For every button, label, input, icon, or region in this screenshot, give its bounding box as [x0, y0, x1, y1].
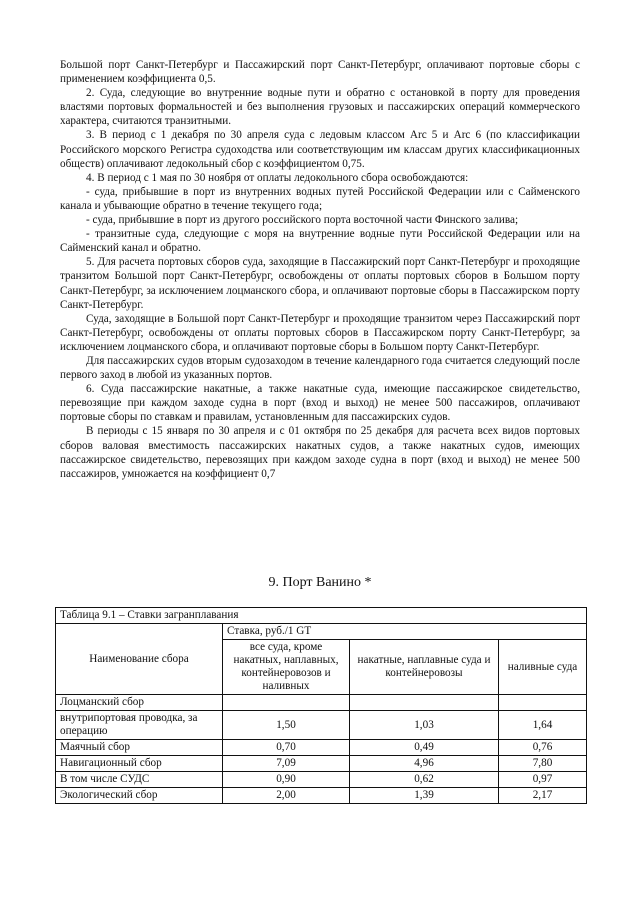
- table-row: [56, 772, 587, 788]
- cell-value: 1,39: [350, 788, 499, 804]
- paragraph-5-c: Для пассажирских судов вторым судозаходом в течение календарного года считается следующий после первого заход в любой из указанных портов.: [60, 354, 580, 382]
- cell-value: [350, 695, 499, 711]
- list-item: - суда, прибывшие в порт из внутренних водных путей Российской Федерации или с Сайменского канала и убывающие обратно в течение текущего года;: [60, 185, 580, 212]
- row-name: Экологический сбор: [56, 788, 223, 804]
- paragraph-5: 5. Для расчета портовых сборов суда, заходящие в Пассажирский порт Санкт-Петербург и проходящие транзитом Большой порт Санкт-Петербург, освобождены от оплаты портовых сборов в Большом порту Санкт-Петербург, за исключением лоцманского сбора, и оплачивают портовые сборы в Пассажирском порту Санкт-Петербург.: [60, 256, 580, 311]
- paragraph-6: 6. Суда пассажирские накатные, а также накатные суда, имеющие пассажирское свидетельство, перевозящие при каждом заходе судна в порт (вход и выход) не менее 500 пассажиров, оплачивают портовые сборы по ставкам и правилам, установленным для пассажирских судов.: [60, 383, 580, 424]
- list-item: - суда, прибывшие в порт из другого российского порта восточной части Финского залива;: [86, 214, 519, 227]
- cell-value: 7,09: [223, 756, 350, 772]
- cell-value: 2,17: [499, 788, 587, 804]
- cell-value: 0,62: [350, 772, 499, 788]
- column-header: накатные, наплавные суда и контейнеровозы: [350, 640, 499, 695]
- column-header: наливные суда: [499, 640, 587, 695]
- cell-value: 0,70: [223, 740, 350, 756]
- cell-value: 7,80: [499, 756, 587, 772]
- list-item: - транзитные суда, следующие с моря на внутренние водные пути Российской Федерации или на Сайменский канал и обратно.: [60, 228, 580, 255]
- paragraph-2: 2. Суда, следующие во внутренние водные пути и обратно с остановкой в порту для проведения властями портовых формальностей и без выполнения грузовых и пассажирских операций коммерческого характера, считаются транзитными.: [60, 87, 580, 128]
- row-name: Маячный сбор: [56, 740, 223, 756]
- table-caption: Таблица 9.1 – Ставки загранплавания: [56, 608, 587, 624]
- name-header: Наименование сбора: [56, 624, 223, 695]
- table-row: [56, 740, 587, 756]
- table-row: [56, 711, 587, 740]
- row-name: внутрипортовая проводка, за операцию: [56, 711, 223, 740]
- row-name: В том числе СУДС: [56, 772, 223, 788]
- rate-header: Ставка, руб./1 GT: [223, 624, 587, 640]
- paragraph-continuation: Большой порт Санкт-Петербург и Пассажирский порт Санкт-Петербург, оплачивают портовые сборы с применением коэффициента 0,5.: [60, 59, 580, 86]
- cell-value: 0,49: [350, 740, 499, 756]
- cell-value: 0,97: [499, 772, 587, 788]
- cell-value: 4,96: [350, 756, 499, 772]
- cell-value: 0,90: [223, 772, 350, 788]
- cell-value: 2,00: [223, 788, 350, 804]
- paragraph-6-b: В периоды с 15 января по 30 апреля и с 01 октября по 25 декабря для расчета всех видов портовых сборов валовая вместимость пассажирских накатных судов, а также накатных судов, имеющих пассажирское свидетельство, перевозящих при каждом заходе судна в порт (вход и выход) не менее 500 пассажиров, умножается на коэффициент 0,7: [60, 425, 580, 480]
- body-text: [60, 58, 580, 481]
- cell-value: [223, 695, 350, 711]
- cell-value: 1,50: [223, 711, 350, 740]
- paragraph-5-b: Суда, заходящие в Большой порт Санкт-Петербург и проходящие транзитом через Пассажирский порт Санкт-Петербург, освобождены от оплаты портовых сборов в Пассажирском порту Санкт-Петербург, за исключением лоцманского сбора, и оплачивают портовые сборы в Большом порту Санкт-Петербург.: [60, 312, 580, 353]
- row-name: Лоцманский сбор: [56, 695, 223, 711]
- section-heading: 9. Порт Ванино *: [268, 575, 372, 590]
- cell-value: 1,64: [499, 711, 587, 740]
- paragraph-4: 4. В период с 1 мая по 30 ноября от оплаты ледокольного сбора освобождаются:: [86, 171, 469, 184]
- table-row: [56, 695, 587, 711]
- table-row: [56, 788, 587, 804]
- cell-value: 0,76: [499, 740, 587, 756]
- table-row: [56, 756, 587, 772]
- column-header: все суда, кроме накатных, наплавных, контейнеровозов и наливных: [223, 640, 350, 695]
- cell-value: [499, 695, 587, 711]
- row-name: Навигационный сбор: [56, 756, 223, 772]
- cell-value: 1,03: [350, 711, 499, 740]
- paragraph-3: 3. В период с 1 декабря по 30 апреля суда с ледовым классом Arc 5 и Arc 6 (по классификации Российского морского Регистра судоходства или соответствующим им классам других классификационных обществ) оплачивают ледокольный сбор с коэффициентом 0,75.: [60, 129, 580, 170]
- rates-table: [55, 607, 587, 804]
